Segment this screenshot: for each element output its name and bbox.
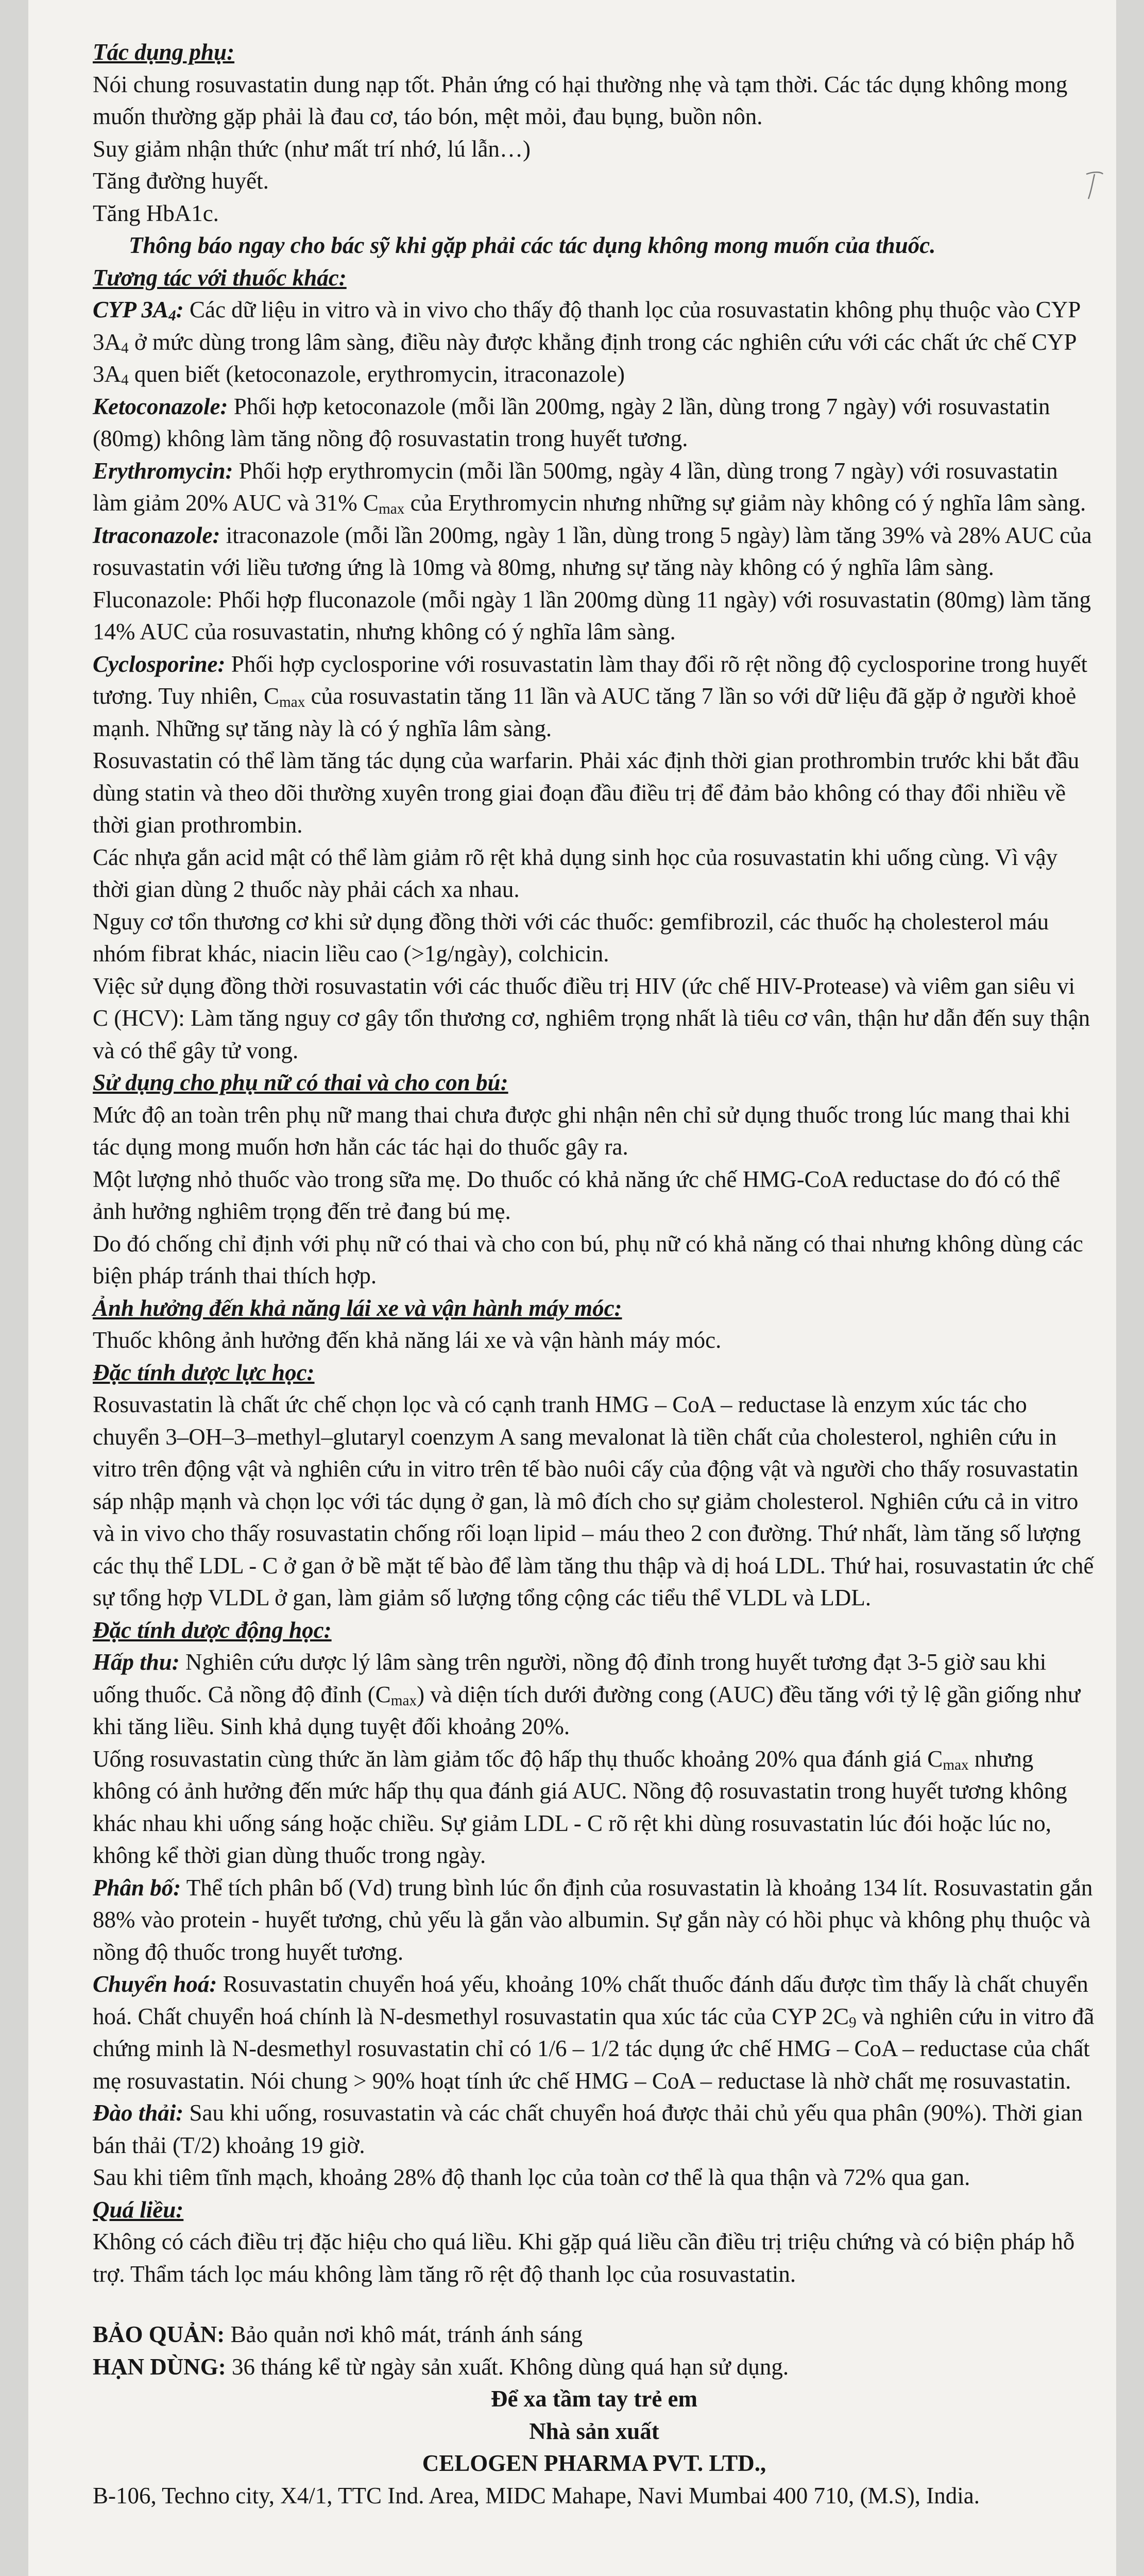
- pregnancy-heading: Sử dụng cho phụ nữ có thai và cho con bú:: [93, 1070, 508, 1095]
- driving-heading: Ảnh hưởng đến khả năng lái xe và vận hành máy móc:: [93, 1295, 622, 1321]
- cyclosporine-label: Cyclosporine:: [93, 651, 226, 677]
- interaction-erythromycin: Erythromycin: Phối hợp erythromycin (mỗi lần 500mg, ngày 4 lần, dùng trong 7 ngày) với rosuvastatin làm giảm 20% AUC và 31% $C_{max}$ của Erythromycin nhưng những sự giảm này không có ý nghĩa lâm sàng.: [93, 457, 1086, 517]
- absorption-label: Hấp thu:: [93, 1649, 180, 1675]
- side-effects-line: Suy giảm nhận thức (như mất trí nhớ, lú lẫn…): [93, 135, 531, 162]
- interaction-cyp3a4: CYP $3A_4$: Các dữ liệu in vitro và in vivo cho thấy độ thanh lọc của rosuvastatin không phụ thuộc vào CYP $3A_4$ ở mức dùng trong lâm sàng, điều này được khẳng định trong các nghiên cứu với các chất ức chế CYP $3A_4$ quen biết (ketoconazole, erythromycin, itraconazole): [93, 297, 1080, 388]
- side-effects-warning: Thông báo ngay cho bác sỹ khi gặp phải các tác dụng không mong muốn của thuốc.: [129, 232, 936, 258]
- interaction-ketoconazole: Ketoconazole: Phối hợp ketoconazole (mỗi lần 200mg, ngày 2 lần, dùng trong 7 ngày) với rosuvastatin (80mg) không làm tăng nồng độ rosuvastatin trong huyết tương.: [93, 393, 1050, 451]
- expiry-line: HẠN DÙNG: 36 tháng kể từ ngày sản xuất. Không dùng quá hạn sử dụng.: [93, 2353, 789, 2380]
- overdose-heading: Quá liều:: [93, 2196, 184, 2223]
- side-effects-line: Nói chung rosuvastatin dung nạp tốt. Phản ứng có hại thường nhẹ và tạm thời. Các tác dụng không mong muốn thường gặp phải là đau cơ, táo bón, mệt mỏi, đau bụng, buồn nôn.: [93, 71, 1068, 129]
- storage-line: BẢO QUẢN: Bảo quản nơi khô mát, tránh ánh sáng: [93, 2321, 583, 2347]
- erythromycin-label: Erythromycin:: [93, 457, 233, 484]
- interaction-fluconazole: Fluconazole: Phối hợp fluconazole (mỗi ngày 1 lần 200mg dùng 11 ngày) với rosuvastatin (80mg) làm tăng 14% AUC của rosuvastatin, nhưng không có ý nghĩa lâm sàng.: [93, 586, 1091, 645]
- pregnancy-line: Mức độ an toàn trên phụ nữ mang thai chưa được ghi nhận nên chỉ sử dụng thuốc trong lúc mang thai khi tác dụng mong muốn hơn hẳn các tác hại do thuốc gây ra.: [93, 1101, 1070, 1160]
- side-effects-heading: Tác dụng phụ:: [93, 39, 235, 65]
- section-gap: [93, 2290, 1096, 2318]
- interaction-hiv: Việc sử dụng đồng thời rosuvastatin với các thuốc điều trị HIV (ức chế HIV-Protease) và viêm gan siêu vi C (HCV): Làm tăng nguy cơ gây tổn thương cơ, nghiêm trọng nhất là tiêu cơ vân, thận hư dẫn đến suy thận và có thể gây tử vong.: [93, 973, 1090, 1063]
- pen-mark-icon: [1084, 170, 1105, 201]
- manufacturer-name: CELOGEN PHARMA PVT. LTD.,: [422, 2450, 766, 2476]
- manufacturer-label: Nhà sản xuất: [529, 2418, 659, 2444]
- leaflet-page: [28, 0, 1116, 2576]
- cyp3a4-label: CYP $3A_4$:: [93, 297, 184, 324]
- elimination-label: Đào thải:: [93, 2100, 184, 2126]
- pk-food: Uống rosuvastatin cùng thức ăn làm giảm tốc độ hấp thụ thuốc khoảng 20% qua đánh giá $C_{max}$ nhưng không có ảnh hưởng đến mức hấp thụ qua đánh giá AUC. Nồng độ rosuvastatin trong huyết tương không khác nhau khi uống sáng hoặc chiều. Sự giảm LDL - C rõ rệt khi dùng rosuvastatin lúc đói hoặc lúc no, không kể thời gian dùng thuốc trong ngày.: [93, 1745, 1067, 1868]
- interaction-bile-acid: Các nhựa gắn acid mật có thể làm giảm rõ rệt khả dụng sinh học của rosuvastatin khi uống cùng. Vì vậy thời gian dùng 2 thuốc này phải cách xa nhau.: [93, 844, 1058, 902]
- interaction-myopathy: Nguy cơ tổn thương cơ khi sử dụng đồng thời với các thuốc: gemfibrozil, các thuốc hạ cholesterol máu nhóm fibrat khác, niacin liều cao (>1g/ngày), colchicin.: [93, 908, 1049, 967]
- pk-elimination: Đào thải: Sau khi uống, rosuvastatin và các chất chuyển hoá được thải chủ yếu qua phân (90%). Thời gian bán thải (T/2) khoảng 19 giờ.: [93, 2100, 1083, 2158]
- expiry-label: HẠN DÙNG:: [93, 2353, 226, 2380]
- keep-away-children: Để xa tầm tay trẻ em: [490, 2386, 698, 2412]
- pharmacodynamics-heading: Đặc tính dược lực học:: [93, 1359, 315, 1385]
- pharmacokinetics-heading: Đặc tính dược động học:: [93, 1617, 332, 1643]
- interactions-heading: Tương tác với thuốc khác:: [93, 264, 347, 291]
- interaction-cyclosporine: Cyclosporine: Phối hợp cyclosporine với rosuvastatin làm thay đổi rõ rệt nồng độ cyclosporine trong huyết tương. Tuy nhiên, $C_{max}$ của rosuvastatin tăng 11 lần và AUC tăng 7 lần so với dữ liệu đã gặp ở người khoẻ mạnh. Những sự tăng này là có ý nghĩa lâm sàng.: [93, 651, 1088, 741]
- pk-absorption: Hấp thu: Nghiên cứu dược lý lâm sàng trên người, nồng độ đỉnh trong huyết tương đạt 3-5 giờ sau khi uống thuốc. Cả nồng độ đỉnh $(C_{max})$ và diện tích dưới đường cong (AUC) đều tăng với tỷ lệ gần giống như khi tăng liều. Sinh khả dụng tuyệt đối khoảng 20%.: [93, 1649, 1081, 1739]
- side-effects-line: Tăng đường huyết.: [93, 168, 269, 194]
- interaction-itraconazole: Itraconazole: itraconazole (mỗi lần 200mg, ngày 1 lần, dùng trong 5 ngày) làm tăng 39% và 28% AUC của rosuvastatin với liều tương ứng là 10mg và 80mg, nhưng sự tăng này không có ý nghĩa lâm sàng.: [93, 522, 1092, 580]
- ketoconazole-label: Ketoconazole:: [93, 393, 228, 419]
- storage-label: BẢO QUẢN:: [93, 2321, 225, 2347]
- pharmacodynamics-text: Rosuvastatin là chất ức chế chọn lọc và có cạnh tranh HMG – CoA – reductase là enzym xúc tác cho chuyển 3–OH–3–methyl–glutaryl coenzym A sang mevalonat là tiền chất của cholesterol, nghiên cứu in vitro trên động vật và nghiên cứu in vitro trên tế bào nuôi cấy của động vật và người cho thấy rosuvastatin sáp nhập mạnh và chọn lọc với tác dụng ở gan, là mô đích cho sự giảm cholesterol. Nghiên cứu cả in vitro và in vivo cho thấy rosuvastatin chống rối loạn lipid – máu theo 2 con đường. Thứ nhất, làm tăng số lượng các thụ thể LDL - C ở gan ở bề mặt tế bào để làm tăng thu thập và dị hoá LDL. Thứ hai, rosuvastatin ức chế sự tổng hợp VLDL ở gan, làm giảm số lượng tổng cộng các tiểu thể VLDL và LDL.: [93, 1392, 1094, 1611]
- driving-text: Thuốc không ảnh hưởng đến khả năng lái xe và vận hành máy móc.: [93, 1327, 722, 1353]
- interaction-warfarin: Rosuvastatin có thể làm tăng tác dụng của warfarin. Phải xác định thời gian prothrombin trước khi bắt đầu dùng statin và theo dõi thường xuyên trong giai đoạn đầu điều trị để đảm bảo không có thay đổi nhiều về thời gian prothrombin.: [93, 748, 1080, 838]
- metabolism-label: Chuyển hoá:: [93, 1971, 217, 1997]
- pregnancy-line: Do đó chống chỉ định với phụ nữ có thai và cho con bú, phụ nữ có khả năng có thai nhưng không dùng các biện pháp tránh thai thích hợp.: [93, 1230, 1083, 1289]
- pk-distribution: Phân bố: Thể tích phân bố (Vd) trung bình lúc ổn định của rosuvastatin là khoảng 134 lít. Rosuvastatin gắn 88% vào protein - huyết tương, chủ yếu là gắn vào albumin. Sự gắn này có hồi phục và không phụ thuộc và nồng độ thuốc trong huyết tương.: [93, 1874, 1093, 1965]
- pk-iv: Sau khi tiêm tĩnh mạch, khoảng 28% độ thanh lọc của toàn cơ thể là qua thận và 72% qua gan.: [93, 2164, 970, 2190]
- manufacturer-address: B-106, Techno city, X4/1, TTC Ind. Area, MIDC Mahape, Navi Mumbai 400 710, (M.S), India.: [93, 2482, 980, 2509]
- overdose-text: Không có cách điều trị đặc hiệu cho quá liều. Khi gặp quá liều cần điều trị triệu chứng và có biện pháp hỗ trợ. Thẩm tách lọc máu không làm tăng rõ rệt độ thanh lọc của rosuvastatin.: [93, 2229, 1075, 2287]
- itraconazole-label: Itraconazole:: [93, 522, 220, 548]
- distribution-label: Phân bố:: [93, 1874, 181, 1901]
- side-effects-line: Tăng HbA1c.: [93, 200, 219, 226]
- pregnancy-line: Một lượng nhỏ thuốc vào trong sữa mẹ. Do thuốc có khả năng ức chế HMG-CoA reductase do đó có thể ảnh hưởng nghiêm trọng đến trẻ đang bú mẹ.: [93, 1166, 1060, 1224]
- pk-metabolism: Chuyển hoá: Rosuvastatin chuyển hoá yếu, khoảng 10% chất thuốc đánh dấu được tìm thấy là chất chuyển hoá. Chất chuyển hoá chính là N-desmethyl rosuvastatin qua xúc tác của CYP $2C_9$ và nghiên cứu in vitro đã chứng minh là N-desmethyl rosuvastatin chỉ có 1/6 – 1/2 tác dụng ức chế HMG – CoA – reductase của chất mẹ rosuvastatin. Nói chung > 90% hoạt tính ức chế HMG – CoA – reductase là nhờ chất mẹ rosuvastatin.: [93, 1971, 1095, 2094]
